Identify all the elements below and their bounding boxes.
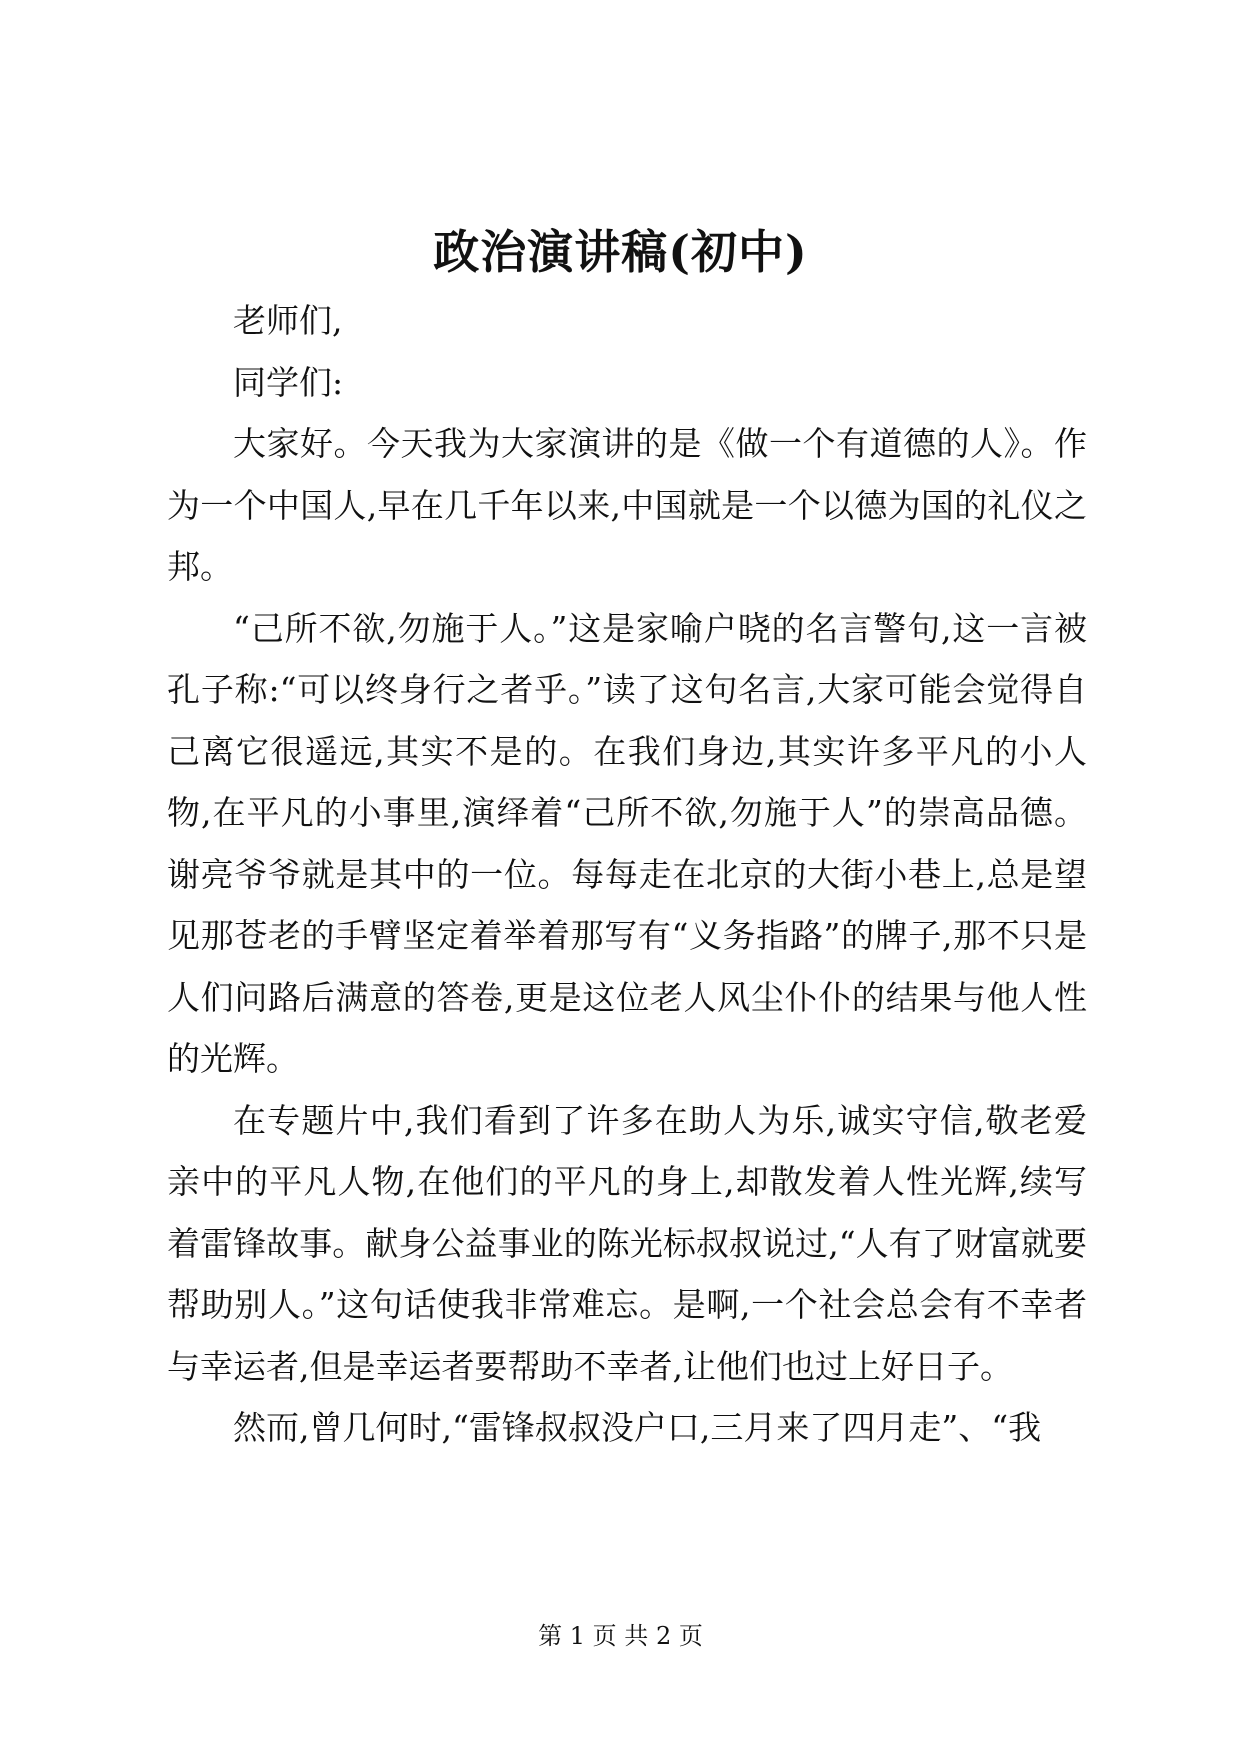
- paragraph-however: 然而,曾几何时,“雷锋叔叔没户口,三月来了四月走”、“我: [233, 1408, 1042, 1447]
- document-title: 政治演讲稿(初中): [433, 225, 808, 279]
- paragraph-confucius: “己所不欲,勿施于人。”这是家喻户晓的名言警句,这一言被孔子称:“可以终身行之者乎。”读了这句名言,大家可能会觉得自己离它很遥远,其实不是的。在我们身边,其实许多平凡的小人物,在平凡的小事里,演绎着“己所不欲,勿施于人”的崇高品德。谢亮爷爷就是其中的一位。每每走在北京的大街小巷上,总是望见那苍老的手臂坚定着举着那写有“义务指路”的牌子,那不只是人们问路后满意的答卷,更是这位老人风尘仆仆的结果与他人性的光辉。: [167, 608, 1087, 1078]
- greeting-students: 同学们:: [233, 362, 344, 402]
- page-footer: 第 1 页 共 2 页: [538, 1622, 703, 1650]
- document-body: [167, 290, 1087, 1459]
- paragraph-documentary: 在专题片中,我们看到了许多在助人为乐,诚实守信,敬老爱亲中的平凡人物,在他们的平凡的身上,却散发着人性光辉,续写着雷锋故事。献身公益事业的陈光标叔叔说过,“人有了财富就要帮助别人。”这句话使我非常难忘。是啊,一个社会总会有不幸者与幸运者,但是幸运者要帮助不幸者,让他们也过上好日子。: [167, 1100, 1087, 1386]
- greeting-teachers: 老师们,: [233, 301, 343, 340]
- paragraph-intro: 大家好。今天我为大家演讲的是《做一个有道德的人》。作为一个中国人,早在几千年以来,中国就是一个以德为国的礼仪之邦。: [167, 424, 1087, 586]
